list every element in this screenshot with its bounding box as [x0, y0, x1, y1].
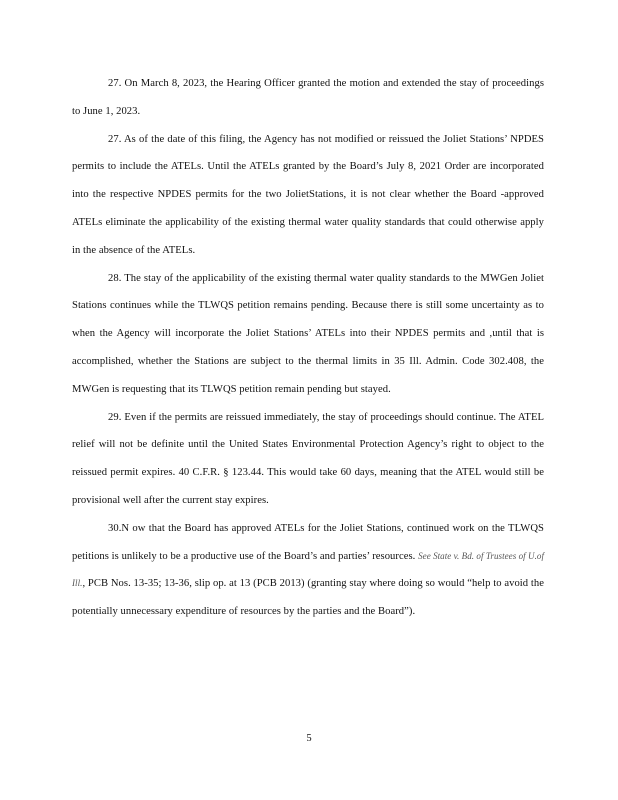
case-citation-italic: See State v. Bd. of Trustees of U.of Ill.	[72, 550, 544, 589]
document-body	[72, 70, 544, 626]
paragraph-27-stay-extension: 27. On March 8, 2023, the Hearing Officer granted the motion and extended the stay of proceedings to June 1, 2023.	[72, 78, 544, 117]
page-number: 5	[306, 733, 312, 744]
paragraph-30-lead: 30.N ow that the Board has approved ATELs for the Joliet Stations, continued work on the TLWQS petitions is unlikely to be a productive use of the Board’s and parties’ resources.	[72, 522, 544, 562]
paragraph-30-tlwqs-petitions	[72, 515, 544, 626]
paragraph-30-tail: , PCB Nos. 13-35; 13-36, slip op. at 13 (PCB 2013) (granting stay where doing so would “help to avoid the potentially unnecessary expenditure of resources by the parties and the Board”).	[72, 578, 544, 618]
paragraph-28-stay-applicability: 28. The stay of the applicability of the existing thermal water quality standards to the MWGen Joliet Stations continues while the TLWQS petition remains pending. Because there is still some uncertainty as to when the Agency will incorporate the Joliet Stations’ ATELs into their NPDES permits and ,until that is accomplished, whether the Stations are subject to the thermal limits in 35 Ill. Admin. Code 302.408, the MWGen is requesting that its TLWQS petition remain pending but stayed.	[72, 272, 544, 395]
paragraph-27-npdes-permits: 27. As of the date of this filing, the Agency has not modified or reissued the Joliet Stations’ NPDES permits to include the ATELs. Until the ATELs granted by the Board’s July 8, 2021 Order are incorporated into the respective NPDES permits for the two JolietStations, it is not clear whether the Board -approved ATELs eliminate the applicability of the existing thermal water quality standards that could otherwise apply in the absence of the ATELs.	[72, 133, 544, 256]
paragraph-29-permit-reissue: 29. Even if the permits are reissued immediately, the stay of proceedings should continue. The ATEL relief will not be definite until the United States Environmental Protection Agency’s right to object to the reissued permit expires. 40 C.F.R. § 123.44. This would take 60 days, meaning that the ATEL would still be provisional well after the current stay expires.	[72, 411, 544, 506]
